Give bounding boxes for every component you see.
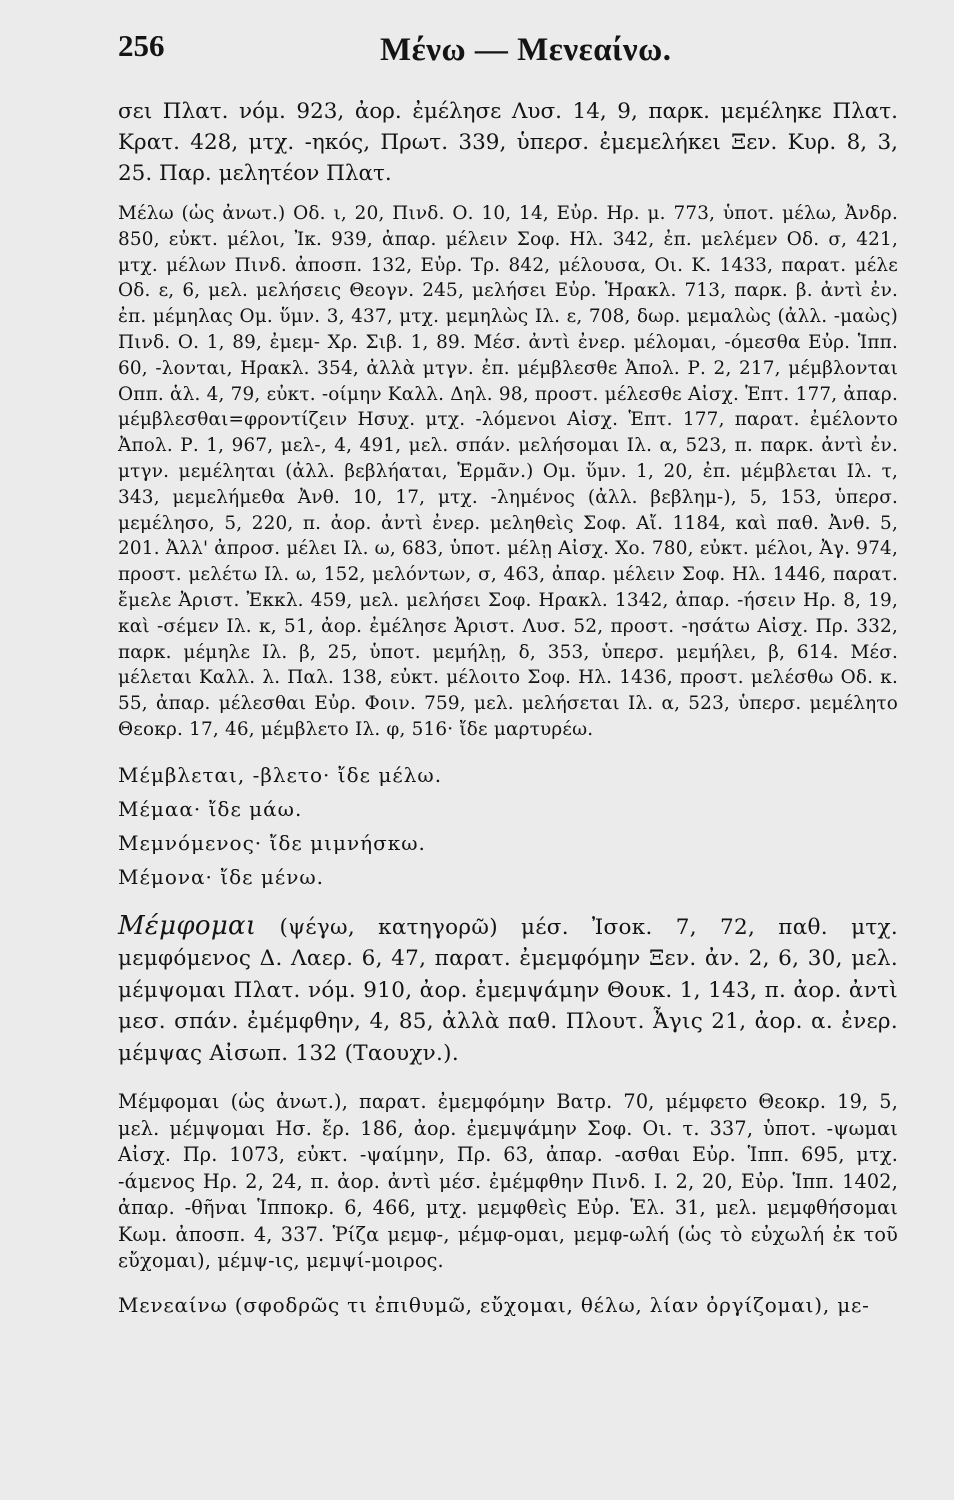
entry-memfomai-poetic: Μέμφομαι (ὡς ἀνωτ.), παρατ. ἐμεμφόμην Βατρ. 70, μέμφετο Θεοκρ. 19, 5, μελ. μέμψομαι Ησ. ἔρ. 186, ἀορ. ἐμεμψάμην Σοφ. Οι. τ. 337, ὑποτ. -ψωμαι Αἰσχ. Πρ. 1073, εὐκτ. -ψαίμην, Πρ. 63, ἀπαρ. -ασθαι Εὐρ. Ἱππ. 695, μτχ. -άμενος Ηρ. 2, 24, π. ἀορ. ἀντὶ μέσ. ἐμέμφθην Πινδ. Ι. 2, 20, Εὐρ. Ἱππ. 1402, ἀπαρ. -θῆναι Ἱπποκρ. 6, 466, μτχ. μεμφθεὶς Εὐρ. Ἑλ. 31, μελ. μεμφθήσομαι Κωμ. ἀποσπ. 4, 337. Ῥίζα μεμφ-, μέμφ-ομαι, μεμφ-ωλή (ὡς τὸ εὐχωλή ἐκ τοῦ εὔχομαι), μέμψ-ις, μεμψί-μοιρος. bbox=[118, 1090, 898, 1273]
entry-meneaino: Μενεαίνω (σφοδρῶς τι ἐπιθυμῶ, εὔχομαι, θέλω, λίαν ὀργίζομαι), με- bbox=[118, 1292, 870, 1317]
entry-continuation: σει Πλατ. νόμ. 923, ἀορ. ἐμέλησε Λυσ. 14, 9, παρκ. μεμέληκε Πλατ. Κρατ. 428, μτχ. -ηκός, Πρωτ. 339, ὑπερσ. ἐμεμελήκει Ξεν. Κυρ. 8, 3, 25. Παρ. μελητέον Πλατ. bbox=[118, 99, 898, 186]
cross-reference-memvletai: Μέμβλεται, -βλετο· ἴδε μέλω. bbox=[118, 762, 443, 787]
cross-reference-memona: Μέμονα· ἴδε μένω. bbox=[118, 864, 325, 889]
cross-reference-memaa: Μέμαα· ἴδε μάω. bbox=[118, 796, 303, 821]
page-number: 256 bbox=[118, 28, 165, 63]
entry-memfomai-text: (ψέγω, κατηγορῶ) μέσ. Ἰσοκ. 7, 72, παθ. μτχ. μεμφόμενος Δ. Λαερ. 6, 47, παρατ. ἐμεμφόμην Ξεν. ἀν. 2, 6, 30, μελ. μέμψομαι Πλατ. νόμ. 910, ἀορ. ἐμεμψάμην Θουκ. 1, 143, π. ἀορ. ἀντὶ μεσ. σπάν. ἐμέμφθην, 4, 85, ἀλλὰ παθ. Πλουτ. Ἆγις 21, ἀορ. α. ἐνερ. μέμψας Αἰσωπ. 132 (Ταουχν.). bbox=[118, 914, 898, 1066]
page-body bbox=[118, 96, 898, 1319]
entry-melo: Μέλω (ὡς ἀνωτ.) Οδ. ι, 20, Πινδ. Ο. 10, 14, Εὐρ. Ηρ. μ. 773, ὑποτ. μέλω, Ἀνδρ. 850, εὐκτ. μέλοι, Ἰκ. 939, ἀπαρ. μέλειν Σοφ. Ηλ. 342, ἐπ. μελέμεν Οδ. σ, 421, μτχ. μέλων Πινδ. ἀποσπ. 132, Εὐρ. Τρ. 842, μέλουσα, Οι. Κ. 1433, παρατ. μέλε Οδ. ε, 6, μελ. μελήσεις Θεογν. 245, μελήσει Εὐρ. Ἡρακλ. 713, παρκ. β. ἀντὶ ἐν. ἐπ. μέμηλας Ομ. ὕμν. 3, 437, μτχ. μεμηλὼς Ιλ. ε, 708, δωρ. μεμαλὼς (ἀλλ. -μαὼς) Πινδ. Ο. 1, 89, ἐμεμ- Χρ. Σιβ. 1, 89. Μέσ. ἀντὶ ἐνερ. μέλομαι, -όμεσθα Εὐρ. Ἱππ. 60, -λονται, Ηρακλ. 354, ἀλλὰ μτγν. ἐπ. μέμβλεσθε Ἀπολ. Ρ. 2, 217, μέμβλονται Οππ. ἁλ. 4, 79, εὐκτ. -οίμην Καλλ. Δηλ. 98, προστ. μέλεσθε Αἰσχ. Ἑπτ. 177, ἀπαρ. μέμβλεσθαι=φροντίζειν Ησυχ. μτχ. -λόμενοι Αἰσχ. Ἑπτ. 177, παρατ. ἐμέλοντο Ἀπολ. Ρ. 1, 967, μελ-, 4, 491, μελ. σπάν. μελήσομαι Ιλ. α, 523, π. παρκ. ἀντὶ ἐν. μτγν. μεμέληται (ἀλλ. βεβλήαται, Ἑρμᾶν.) Ομ. ὕμν. 1, 20, ἐπ. μέμβλεται Ιλ. τ, 343, μεμελήμεθα Ἀνθ. 10, 17, μτχ. -λημένος (ἀλλ. βεβλημ-), 5, 153, ὑπερσ. μεμέλησο, 5, 220, π. ἀορ. ἀντὶ ἐνερ. μεληθεὶς Σοφ. Αἴ. 1184, καὶ παθ. Ἀνθ. 5, 201. Ἀλλ' ἀπροσ. μέλει Ιλ. ω, 683, ὑποτ. μέλῃ Αἰσχ. Χο. 780, εὐκτ. μέλοι, Ἀγ. 974, προστ. μελέτω Ιλ. ω, 152, μελόντων, σ, 463, ἀπαρ. μέλειν Σοφ. Ηλ. 1446, παρατ. ἔμελε Ἀριστ. Ἐκκλ. 459, μελ. μελήσει Σοφ. Ηρακλ. 1342, ἀπαρ. -ήσειν Ηρ. 8, 19, καὶ -σέμεν Ιλ. κ, 51, ἀορ. ἐμέλησε Ἀριστ. Λυσ. 52, προστ. -ησάτω Αἰσχ. Πρ. 332, παρκ. μέμηλε Ιλ. β, 25, ὑποτ. μεμήλῃ, δ, 353, ὑπερσ. μεμήλει, β, 614. Μέσ. μέλεται Καλλ. λ. Παλ. 138, εὐκτ. μέλοιτο Σοφ. Ηλ. 1436, προστ. μελέσθω Οδ. κ. 55, ἀπαρ. μέλεσθαι Εὐρ. Φοιν. 759, μελ. μελήσεται Ιλ. α, 523, ὑπερσ. μεμέλητο Θεοκρ. 17, 46, μέμβλετο Ιλ. φ, 516· ἴδε μαρτυρέω. bbox=[118, 203, 898, 740]
headword-memfomai: Μέμφομαι bbox=[118, 910, 257, 941]
entry-memfomai-prose bbox=[118, 911, 898, 1070]
running-head: Μένω — Μενεαίνω. bbox=[380, 32, 672, 68]
cross-reference-memnomenos: Μεμνόμενος· ἴδε μιμνήσκω. bbox=[118, 830, 426, 855]
